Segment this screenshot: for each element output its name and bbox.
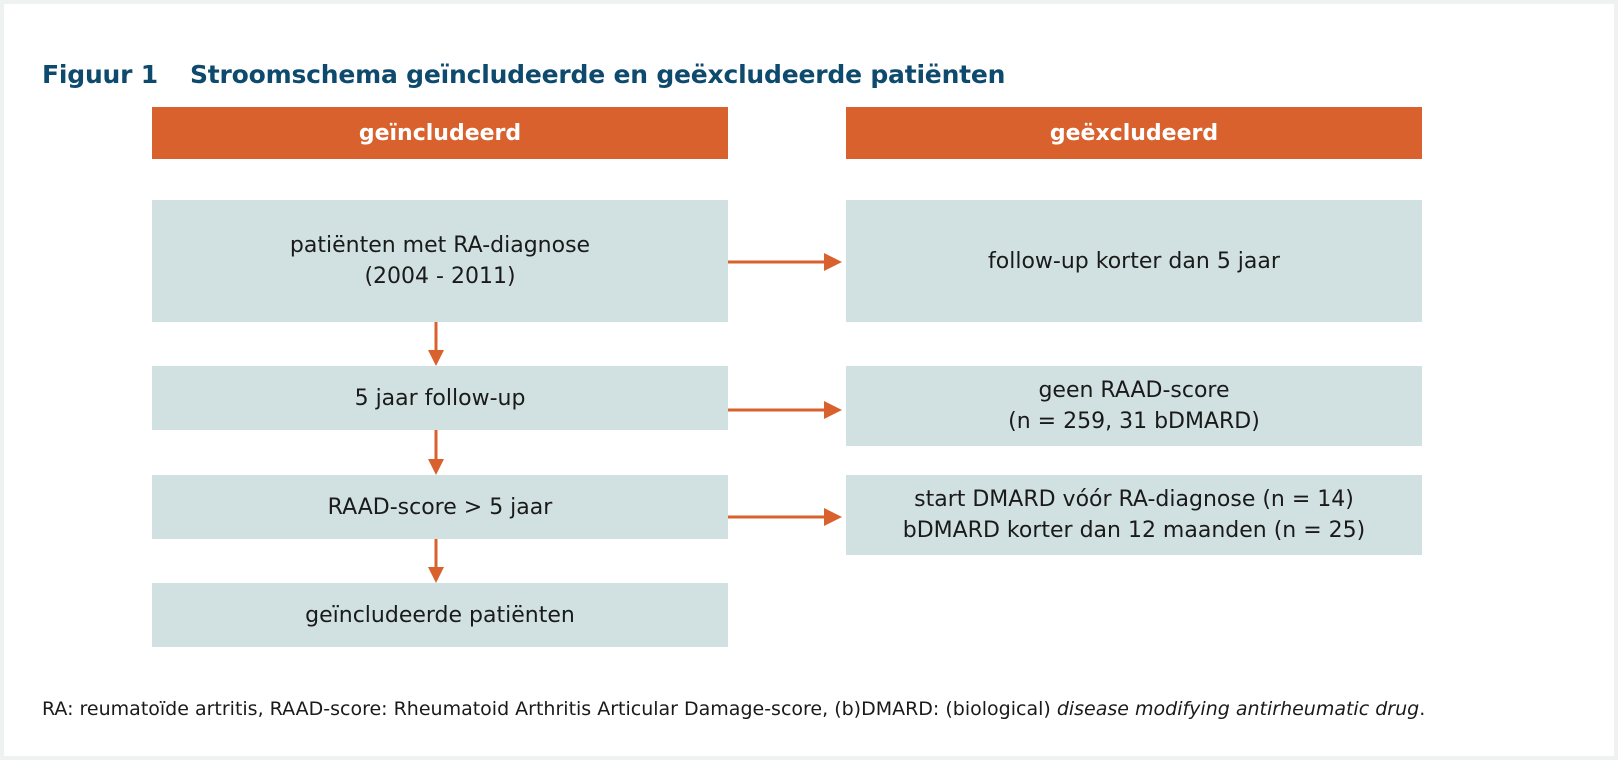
footnote-text: RA: reumatoïde artritis, RAAD-score: Rheumatoid Arthritis Articular Damage-score, (b)DMARD: (biological)	[42, 698, 1057, 720]
footnote-italic: disease modifying antirheumatic drug	[1056, 698, 1420, 720]
arrow-right-1-head	[824, 253, 842, 271]
figure-title: Stroomschema geïncludeerde en geëxcludeerde patiënten	[190, 60, 1006, 89]
excluded-box-line: bDMARD korter dan 12 maanden (n = 25)	[902, 518, 1366, 543]
excluded-header: geëxcludeerd	[846, 107, 1422, 159]
arrow-right-3-head	[824, 508, 842, 526]
included-box-line: patiënten met RA-diagnose	[289, 233, 591, 258]
figure-canvas	[4, 4, 1614, 756]
excluded-box-line: (n = 259, 31 bDMARD)	[1008, 409, 1260, 434]
included-box-line: 5 jaar follow-up	[354, 385, 526, 411]
excluded-box-line: start DMARD vóór RA-diagnose (n = 14)	[914, 487, 1354, 512]
arrow-down-1-head	[428, 350, 444, 366]
included-box-line: (2004 - 2011)	[364, 264, 516, 289]
flow-arrows	[4, 4, 1614, 756]
footnote-suffix: .	[1419, 698, 1426, 720]
figure-number: Figuur 1	[42, 60, 158, 89]
arrow-down-3-head	[428, 567, 444, 583]
arrow-down-2-head	[428, 459, 444, 475]
included-header: geïncludeerd	[152, 107, 728, 159]
excluded-box-line: follow-up korter dan 5 jaar	[988, 248, 1280, 274]
footnote	[42, 698, 1425, 720]
included-box-line: RAAD-score > 5 jaar	[327, 494, 553, 520]
included-box-line: geïncludeerde patiënten	[305, 602, 575, 628]
arrow-right-2-head	[824, 401, 842, 419]
excluded-box-line: geen RAAD-score	[1038, 378, 1230, 403]
